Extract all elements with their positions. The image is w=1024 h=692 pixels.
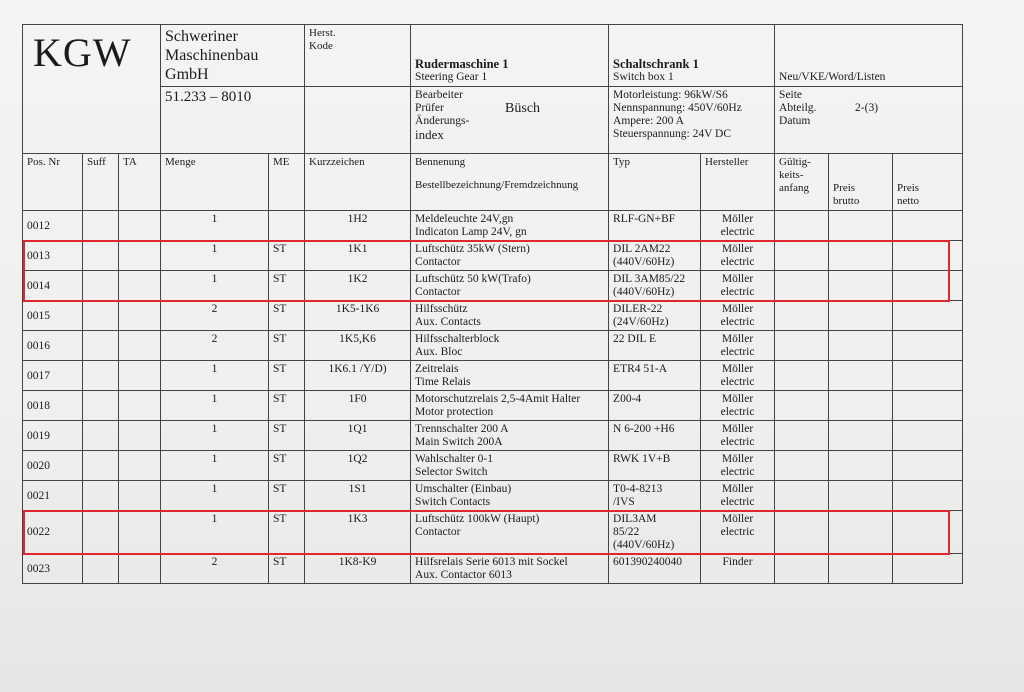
cell-menge	[161, 451, 269, 481]
pruefer-label: Prüfer	[415, 102, 444, 114]
pruefer-value: Büsch	[505, 101, 541, 116]
header-row-top	[23, 25, 963, 87]
table-row	[23, 421, 963, 451]
motor-specs-cell	[609, 87, 775, 154]
me-value: ST	[273, 483, 287, 495]
typ-line2: /IVS	[613, 496, 635, 508]
table-row	[23, 451, 963, 481]
cell-gueltig	[775, 361, 829, 391]
cell-benennung	[411, 211, 609, 241]
hersteller-line1: Möller	[721, 453, 754, 465]
cell-menge	[161, 391, 269, 421]
menge-value: 1	[211, 393, 218, 405]
cell-me	[269, 451, 305, 481]
cell-typ	[609, 391, 701, 421]
pos-value: 0014	[27, 279, 50, 292]
col-kurzzeichen: Kurzzeichen	[305, 154, 411, 211]
cell-suff	[83, 451, 119, 481]
switchbox-title: Schaltschrank 1	[613, 57, 699, 71]
me-value: ST	[273, 363, 287, 375]
cell-ta	[119, 554, 161, 584]
benennung-de: Hilfsschalterblock	[415, 333, 500, 345]
benennung-de: Luftschütz 100kW (Haupt)	[415, 513, 540, 525]
herst-kode-cell	[305, 25, 411, 87]
cell-brutto	[829, 361, 893, 391]
cell-typ	[609, 211, 701, 241]
col-netto-2: netto	[897, 195, 920, 207]
pos-value: 0018	[27, 399, 50, 412]
cell-brutto	[829, 391, 893, 421]
cell-brutto	[829, 211, 893, 241]
typ-line1: DIL3AM	[613, 513, 657, 525]
cell-kurz	[305, 481, 411, 511]
hersteller-line2: electric	[720, 526, 755, 538]
typ-line1: RLF-GN+BF	[613, 213, 676, 225]
highlight-box-rows-0013-0014	[23, 240, 950, 302]
motor-power: Motorleistung: 96kW/S6	[613, 89, 728, 101]
col-typ	[609, 154, 701, 211]
benennung-en: Indicaton Lamp 24V, gn	[415, 226, 527, 238]
nominal-voltage: Nennspannung: 450V/60Hz	[613, 102, 742, 114]
cell-netto	[893, 421, 963, 451]
hersteller-line1: Möller	[721, 303, 754, 315]
logo-cell	[23, 25, 161, 154]
company-logo: KGW	[33, 30, 132, 75]
me-value: ST	[273, 393, 287, 405]
cell-hersteller	[701, 211, 775, 241]
cell-netto	[893, 301, 963, 331]
col-pos: Pos. Nr	[23, 154, 83, 211]
cell-kurz	[305, 451, 411, 481]
cell-ta	[119, 391, 161, 421]
menge-value: 1	[211, 273, 218, 285]
cell-typ	[609, 451, 701, 481]
cell-brutto	[829, 554, 893, 584]
hersteller-line1: Möller	[721, 423, 754, 435]
menge-value: 1	[211, 423, 218, 435]
cell-kurz	[305, 361, 411, 391]
menge-value: 1	[211, 243, 218, 255]
cell-benennung	[411, 391, 609, 421]
cell-benennung	[411, 421, 609, 451]
cell-kurz	[305, 421, 411, 451]
cell-benennung	[411, 481, 609, 511]
menge-value: 1	[211, 363, 218, 375]
abteilg-label: Abteilg.	[779, 102, 817, 114]
hersteller-line2: electric	[720, 256, 755, 268]
pos-value: 0016	[27, 339, 50, 352]
pos-value: 0022	[27, 526, 50, 538]
typ-line2: (440V/60Hz)	[613, 286, 675, 298]
benennung-de: Umschalter (Einbau)	[415, 483, 512, 495]
hersteller-line1: Möller	[721, 273, 754, 285]
cell-menge	[161, 301, 269, 331]
kurz-value: 1Q2	[347, 453, 368, 465]
benennung-en: Selector Switch	[415, 466, 488, 478]
typ-line1: ETR4 51-A	[613, 363, 668, 375]
cell-pos	[23, 301, 83, 331]
kurz-value: 1S1	[348, 483, 367, 495]
cell-typ	[609, 554, 701, 584]
benennung-en: Aux. Contactor 6013	[415, 569, 512, 581]
cell-hersteller	[701, 421, 775, 451]
cell-gueltig	[775, 211, 829, 241]
pos-value: 0015	[27, 309, 50, 322]
cell-me	[269, 554, 305, 584]
control-voltage: Steuerspannung: 24V DC	[613, 128, 732, 140]
cell-netto	[893, 331, 963, 361]
kurz-value: 1K3	[347, 513, 368, 525]
cell-hersteller	[701, 481, 775, 511]
hersteller-line1: Möller	[721, 363, 754, 375]
cell-gueltig	[775, 301, 829, 331]
cell-typ	[609, 421, 701, 451]
benennung-de: Trennschalter 200 A	[415, 423, 509, 435]
menge-value: 2	[211, 333, 218, 345]
machine-subtitle: Steering Gear 1	[415, 71, 488, 83]
cell-pos	[23, 211, 83, 241]
kode-label: Kode	[309, 39, 333, 52]
me-value: ST	[273, 423, 287, 435]
typ-line2: (24V/60Hz)	[613, 316, 669, 328]
page-value: 2-(3)	[855, 102, 879, 114]
benennung-en: Motor protection	[415, 406, 494, 418]
datum-label: Datum	[779, 115, 811, 127]
cell-kurz	[305, 391, 411, 421]
cell-menge	[161, 211, 269, 241]
pos-value: 0019	[27, 429, 50, 442]
benennung-en: Time Relais	[415, 376, 471, 388]
me-value: ST	[273, 453, 287, 465]
hersteller-line2: electric	[720, 376, 755, 388]
table-row	[23, 211, 963, 241]
hersteller-line2: electric	[720, 226, 755, 238]
bearbeiter-label: Bearbeiter	[415, 89, 463, 101]
hersteller-line2: electric	[720, 286, 755, 298]
part-number: 51.233 – 8010	[165, 89, 252, 105]
typ-line1: RWK 1V+B	[613, 453, 671, 465]
benennung-de: Zeitrelais	[415, 363, 459, 375]
col-brutto-1: Preis	[833, 182, 856, 194]
aenderung-label-2: index	[415, 127, 444, 142]
benennung-en: Contactor	[415, 286, 461, 298]
pos-value: 0023	[27, 562, 50, 575]
hersteller-line2: electric	[720, 436, 755, 448]
table-row	[23, 554, 963, 584]
kurz-value: 1K2	[347, 273, 368, 285]
col-hersteller: Hersteller	[701, 154, 775, 211]
parts-list-table	[22, 24, 963, 584]
me-value: ST	[273, 513, 287, 525]
cell-benennung	[411, 331, 609, 361]
herst-label: Herst.	[309, 27, 336, 39]
kurz-value: 1K5,K6	[339, 333, 376, 345]
typ-line1: DIL 2AM22	[613, 243, 671, 255]
cell-me	[269, 331, 305, 361]
table-row	[23, 361, 963, 391]
cell-ta	[119, 361, 161, 391]
table-row	[23, 391, 963, 421]
switchbox-subtitle: Switch box 1	[613, 71, 674, 83]
col-benennung-title: Bennenung	[415, 156, 466, 168]
cell-ta	[119, 211, 161, 241]
hersteller-line2: electric	[720, 316, 755, 328]
cell-hersteller	[701, 361, 775, 391]
cell-me	[269, 391, 305, 421]
cell-pos	[23, 554, 83, 584]
empty-kode-cell	[305, 87, 411, 154]
col-typ-label: Typ	[613, 156, 630, 168]
cell-typ	[609, 481, 701, 511]
hersteller-line1: Möller	[721, 333, 754, 345]
company-line2: Maschinenbau GmbH	[165, 47, 259, 83]
cell-netto	[893, 211, 963, 241]
cell-me	[269, 211, 305, 241]
cell-netto	[893, 391, 963, 421]
company-line1: Schweriner	[165, 28, 238, 45]
cell-gueltig	[775, 421, 829, 451]
cell-pos	[23, 361, 83, 391]
col-gueltig	[775, 154, 829, 211]
cell-menge	[161, 554, 269, 584]
hersteller-line1: Möller	[721, 483, 754, 495]
pos-value: 0012	[27, 219, 50, 232]
cell-pos	[23, 451, 83, 481]
benennung-de: Luftschütz 50 kW(Trafo)	[415, 273, 531, 285]
cell-hersteller	[701, 391, 775, 421]
pos-value: 0013	[27, 249, 50, 262]
cell-suff	[83, 554, 119, 584]
menge-value: 2	[211, 556, 218, 568]
benennung-en: Aux. Bloc	[415, 346, 463, 358]
benennung-en: Switch Contacts	[415, 496, 491, 508]
cell-suff	[83, 391, 119, 421]
col-ta: TA	[119, 154, 161, 211]
switchbox-cell	[609, 25, 775, 87]
ampere: Ampere: 200 A	[613, 115, 684, 127]
cell-suff	[83, 331, 119, 361]
cell-brutto	[829, 481, 893, 511]
col-gueltig-2: keits-	[779, 169, 804, 181]
benennung-de: Luftschütz 35kW (Stern)	[415, 243, 530, 255]
cell-kurz	[305, 211, 411, 241]
doc-type: Neu/VKE/Word/Listen	[779, 71, 886, 83]
cell-netto	[893, 361, 963, 391]
company-cell	[161, 25, 305, 87]
cell-kurz	[305, 554, 411, 584]
col-brutto	[829, 154, 893, 211]
hersteller-line1: Möller	[721, 213, 754, 225]
cell-benennung	[411, 301, 609, 331]
col-gueltig-1: Gültig-	[779, 156, 811, 168]
seite-label: Seite	[779, 89, 803, 101]
cell-brutto	[829, 301, 893, 331]
benennung-en: Contactor	[415, 526, 461, 538]
typ-line1: 601390240040	[613, 556, 683, 568]
menge-value: 1	[211, 453, 218, 465]
kurz-value: 1K5-1K6	[335, 303, 380, 315]
cell-brutto	[829, 451, 893, 481]
cell-suff	[83, 481, 119, 511]
benennung-en: Contactor	[415, 256, 461, 268]
cell-hersteller	[701, 331, 775, 361]
machine-cell	[411, 25, 609, 87]
cell-brutto	[829, 331, 893, 361]
cell-netto	[893, 451, 963, 481]
cell-gueltig	[775, 391, 829, 421]
benennung-de: Hilfsschütz	[415, 303, 468, 315]
typ-line1: N 6-200 +H6	[613, 423, 675, 435]
menge-value: 1	[211, 513, 218, 525]
me-value: ST	[273, 333, 287, 345]
highlight-box-row-0022	[23, 510, 950, 555]
typ-line2: 85/22	[613, 526, 640, 538]
col-gueltig-3: anfang	[779, 182, 809, 194]
cell-gueltig	[775, 481, 829, 511]
typ-line1: DIL 3AM85/22	[613, 273, 686, 285]
editor-cell	[411, 87, 609, 154]
me-value: ST	[273, 243, 287, 255]
hersteller-line1: Möller	[721, 393, 754, 405]
benennung-de: Wahlschalter 0-1	[415, 453, 493, 465]
cell-ta	[119, 481, 161, 511]
me-value: ST	[273, 303, 287, 315]
cell-menge	[161, 481, 269, 511]
cell-ta	[119, 301, 161, 331]
table-row	[23, 331, 963, 361]
cell-me	[269, 421, 305, 451]
cell-pos	[23, 331, 83, 361]
cell-gueltig	[775, 554, 829, 584]
cell-me	[269, 481, 305, 511]
header-row-second	[23, 87, 963, 154]
typ-line3: (440V/60Hz)	[613, 539, 675, 551]
kurz-value: 1F0	[348, 393, 367, 405]
benennung-de: Hilfsrelais Serie 6013 mit Sockel	[415, 556, 568, 568]
page-info-cell	[775, 87, 963, 154]
cell-ta	[119, 421, 161, 451]
cell-me	[269, 361, 305, 391]
cell-gueltig	[775, 331, 829, 361]
pos-value: 0017	[27, 369, 50, 382]
col-netto	[893, 154, 963, 211]
col-bestell: Bestellbezeichnung/Fremdzeichnung	[415, 179, 579, 191]
hersteller-line1: Möller	[721, 243, 754, 255]
kurz-value: 1K1	[347, 243, 368, 255]
col-benennung	[411, 154, 609, 211]
cell-pos	[23, 421, 83, 451]
cell-suff	[83, 301, 119, 331]
col-brutto-2: brutto	[833, 195, 860, 207]
col-suff: Suff	[83, 154, 119, 211]
col-netto-1: Preis	[897, 182, 920, 194]
menge-value: 1	[211, 213, 218, 225]
me-value: ST	[273, 556, 287, 568]
cell-pos	[23, 391, 83, 421]
pos-value: 0021	[27, 489, 50, 502]
benennung-de: Meldeleuchte 24V,gn	[415, 213, 514, 225]
cell-typ	[609, 361, 701, 391]
kurz-value: 1K6.1 /Y/D)	[328, 363, 387, 375]
cell-ta	[119, 451, 161, 481]
col-menge: Menge	[161, 154, 269, 211]
col-me: ME	[269, 154, 305, 211]
menge-value: 2	[211, 303, 218, 315]
typ-line1: DILER-22	[613, 303, 663, 315]
cell-hersteller	[701, 554, 775, 584]
cell-typ	[609, 301, 701, 331]
hersteller-line2: electric	[720, 406, 755, 418]
cell-kurz	[305, 301, 411, 331]
kurz-value: 1Q1	[347, 423, 368, 435]
cell-typ	[609, 331, 701, 361]
cell-gueltig	[775, 451, 829, 481]
hersteller-line1: Finder	[722, 556, 753, 568]
part-number-cell	[161, 87, 305, 154]
cell-netto	[893, 554, 963, 584]
hersteller-line2: electric	[720, 346, 755, 358]
hersteller-line1: Möller	[721, 513, 754, 525]
hersteller-line2: electric	[720, 466, 755, 478]
cell-hersteller	[701, 301, 775, 331]
me-value: ST	[273, 273, 287, 285]
machine-title: Rudermaschine 1	[415, 57, 509, 71]
benennung-de: Motorschutzrelais 2,5-4Amit Halter	[415, 393, 581, 405]
cell-ta	[119, 331, 161, 361]
typ-line1: 22 DIL E	[613, 333, 657, 345]
cell-netto	[893, 481, 963, 511]
doc-type-cell	[775, 25, 963, 87]
cell-benennung	[411, 361, 609, 391]
cell-suff	[83, 211, 119, 241]
cell-menge	[161, 361, 269, 391]
cell-benennung	[411, 451, 609, 481]
hersteller-line2: electric	[720, 496, 755, 508]
typ-line1: T0-4-8213	[613, 483, 663, 495]
column-header-row	[23, 154, 963, 211]
cell-menge	[161, 421, 269, 451]
benennung-en: Main Switch 200A	[415, 436, 503, 448]
cell-brutto	[829, 421, 893, 451]
cell-suff	[83, 421, 119, 451]
aenderung-label-1: Änderungs-	[415, 115, 470, 127]
table-row	[23, 301, 963, 331]
cell-benennung	[411, 554, 609, 584]
cell-pos	[23, 481, 83, 511]
pos-value: 0020	[27, 459, 50, 472]
cell-suff	[83, 361, 119, 391]
menge-value: 1	[211, 483, 218, 495]
typ-line2: (440V/60Hz)	[613, 256, 675, 268]
cell-me	[269, 301, 305, 331]
cell-menge	[161, 331, 269, 361]
cell-kurz	[305, 331, 411, 361]
benennung-en: Aux. Contacts	[415, 316, 481, 328]
kurz-value: 1H2	[347, 213, 368, 225]
typ-line1: Z00-4	[613, 393, 642, 405]
kurz-value: 1K8-K9	[338, 556, 377, 568]
cell-hersteller	[701, 451, 775, 481]
table-row	[23, 481, 963, 511]
